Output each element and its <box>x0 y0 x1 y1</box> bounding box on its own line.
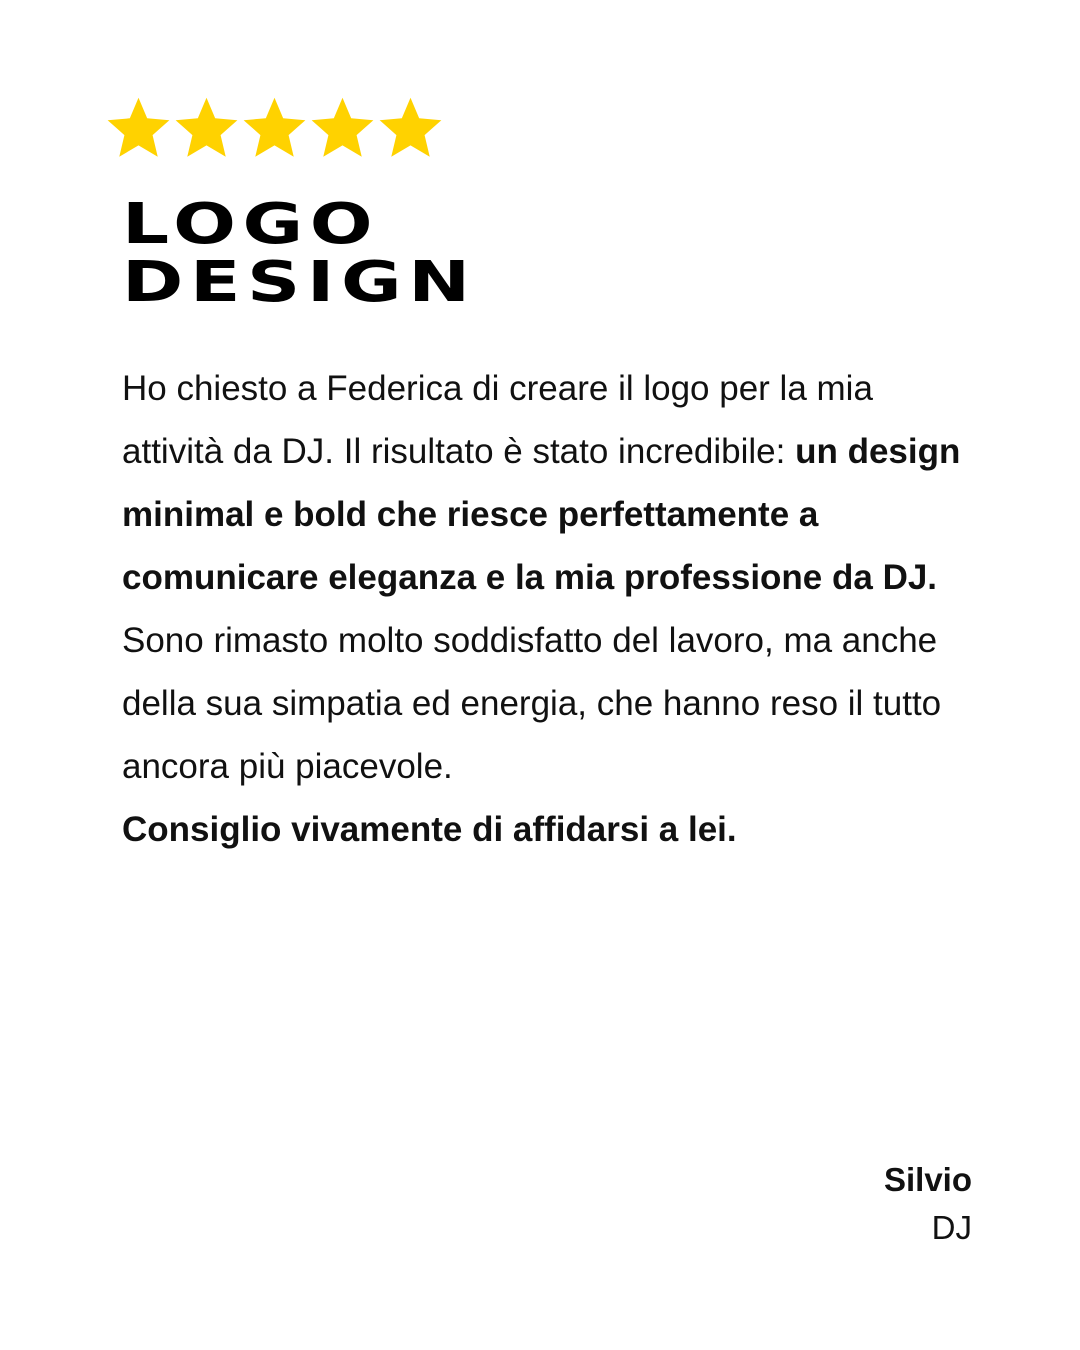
service-title-line: DESIGN <box>122 250 477 315</box>
review-text <box>122 357 982 861</box>
star-icon <box>378 95 443 160</box>
service-title-line: LOGO <box>122 192 380 257</box>
author-role: DJ <box>931 1209 972 1246</box>
review-closing-text: Consiglio vivamente di affidarsi a lei. <box>122 810 737 849</box>
star-icon <box>242 95 307 160</box>
service-title <box>122 192 477 315</box>
star-icon <box>106 95 171 160</box>
star-icon <box>174 95 239 160</box>
review-intro: Ho chiesto a Federica di creare il logo per la mia attività da DJ. Il risultato è stato incredibile: <box>122 369 873 471</box>
review-paragraph <box>122 357 982 609</box>
author-name: Silvio <box>883 1161 972 1198</box>
review-highlight: un design minimal e bold che riesce perfettamente a comunicare eleganza e la mia professione da DJ. <box>122 432 961 597</box>
star-icon <box>310 95 375 160</box>
review-author <box>884 1156 972 1252</box>
star-rating <box>106 95 443 160</box>
review-closing <box>122 798 982 861</box>
review-body: Sono rimasto molto soddisfatto del lavoro, ma anche della sua simpatia ed energia, che hanno reso il tutto ancora più piacevole. <box>122 621 942 786</box>
